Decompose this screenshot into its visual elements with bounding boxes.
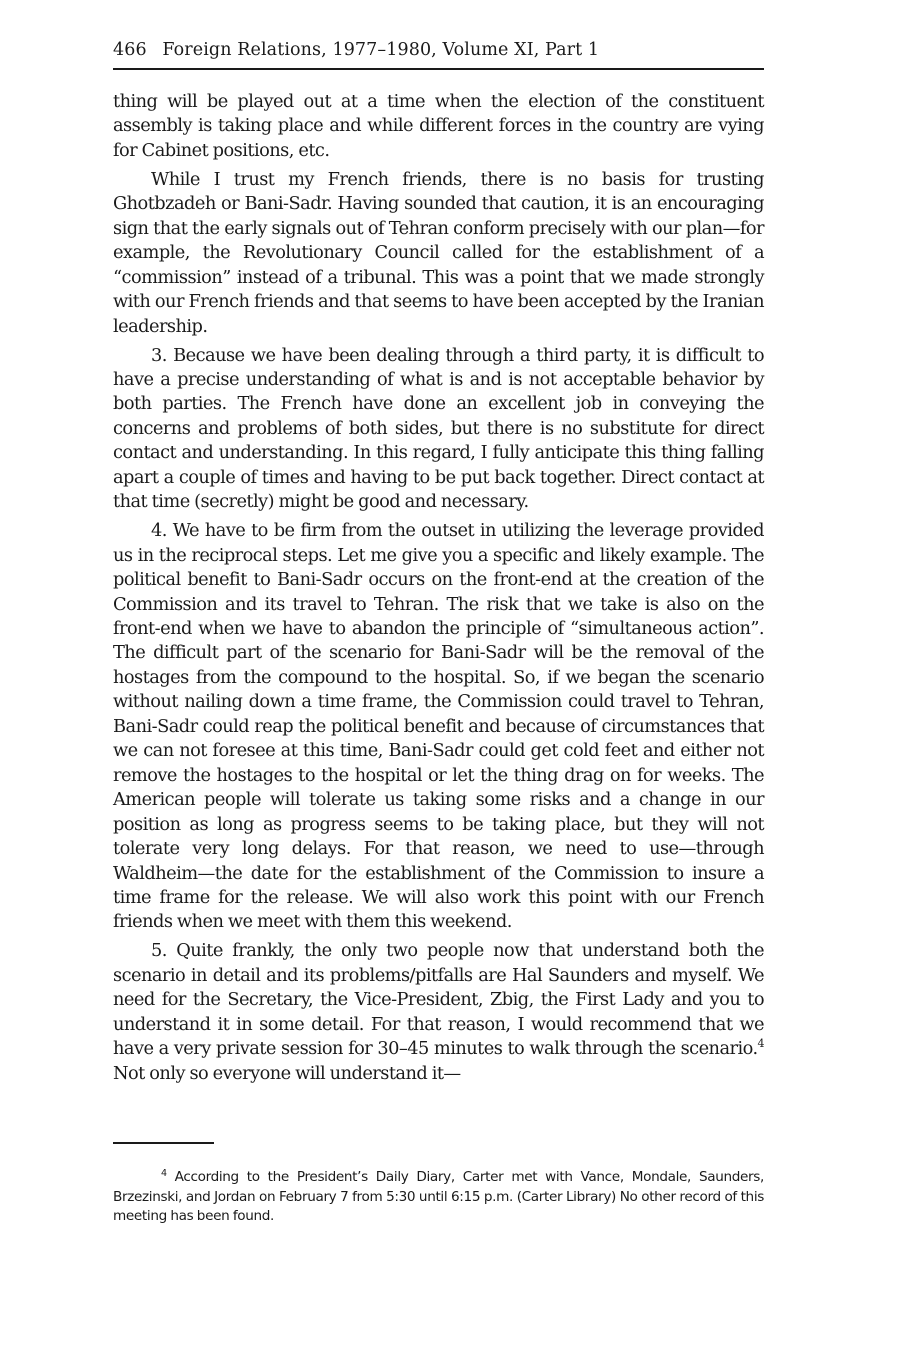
- paragraph-point-4: 4. We have to be firm from the outset in utilizing the leverage provided us in the reciprocal steps. Let me give you a specific and likely example. The political benefit to Bani-Sadr occurs on the front-end at the creation of the Commission and its travel to Tehran. The risk that we take is also on the front-end when we have to abandon the principle of “simultaneous action”. The difficult part of the scenario for Bani-Sadr will be the removal of the hostages from the compound to the hospital. So, if we began the scenario without nailing down a time frame, the Commission could travel to Tehran, Bani-Sadr could reap the political benefit and because of circumstances that we can not foresee at this time, Bani-Sadr could get cold feet and either not remove the hostages to the hospital or let the thing drag on for weeks. The American people will tolerate us taking some risks and a change in our position as long as progress seems to be taking place, but they will not tolerate very long delays. For that reason, we need to use—through Waldheim—the date for the establishment of the Commission to insure a time frame for the release. We will also work this point with our French friends when we meet with them this weekend.: [113, 520, 764, 933]
- footnote-reference[interactable]: 4: [757, 1037, 764, 1051]
- document-page: [113, 38, 764, 1091]
- paragraph-trust-caution: While I trust my French friends, there is no basis for trusting Ghotbzadeh or Bani-Sadr. Having sounded that caution, it is an encouraging sign that the early signals out of Tehran conform precisely with our plan—for example, the Revolutionary Council called for the establishment of a “commission” instead of a tribunal. This was a point that we made strongly with our French friends and that seems to have been accepted by the Iranian leadership.: [113, 168, 764, 337]
- paragraph-point-5-continuation: Not only so everyone will understand it—: [113, 1062, 461, 1084]
- body-text: [113, 90, 764, 1086]
- paragraph-continuation: thing will be played out at a time when the election of the constituent assembly is taking place and while different forces in the country are vying for Cabinet positions, etc.: [113, 91, 764, 161]
- paragraph-point-5: [113, 939, 764, 1086]
- paragraph-point-5-text: 5. Quite frankly, the only two people now that understand both the scenario in detail and its problems/pitfalls are Hal Saunders and myself. We need for the Secretary, the Vice-President, Zbig, the First Lady and you to understand it in some detail. For that reason, I would recommend that we have a very private session for 30–45 minutes to walk through the scenario.: [113, 940, 764, 1060]
- footnote-text: According to the President’s Daily Diary, Carter met with Vance, Mondale, Saunders, Brzezinski, and Jordan on February 7 from 5:30 until 6:15 p.m. (Carter Library) No other record of this meeting has been found.: [113, 1169, 764, 1224]
- running-title: Foreign Relations, 1977–1980, Volume XI, Part 1: [162, 40, 600, 60]
- footnote-divider: [113, 1142, 214, 1144]
- footnote: [113, 1168, 764, 1227]
- footnote-marker: 4: [161, 1168, 167, 1179]
- running-header: [113, 38, 764, 70]
- page-number: 466: [113, 40, 147, 60]
- paragraph-point-3: 3. Because we have been dealing through a third party, it is difficult to have a precise understanding of what is and is not acceptable behavior by both parties. The French have done an excellent job in conveying the concerns and problems of both sides, but there is no substitute for direct contact and understanding. In this regard, I fully anticipate this thing falling apart a couple of times and having to be put back together. Direct contact at that time (secretly) might be good and necessary.: [113, 344, 764, 513]
